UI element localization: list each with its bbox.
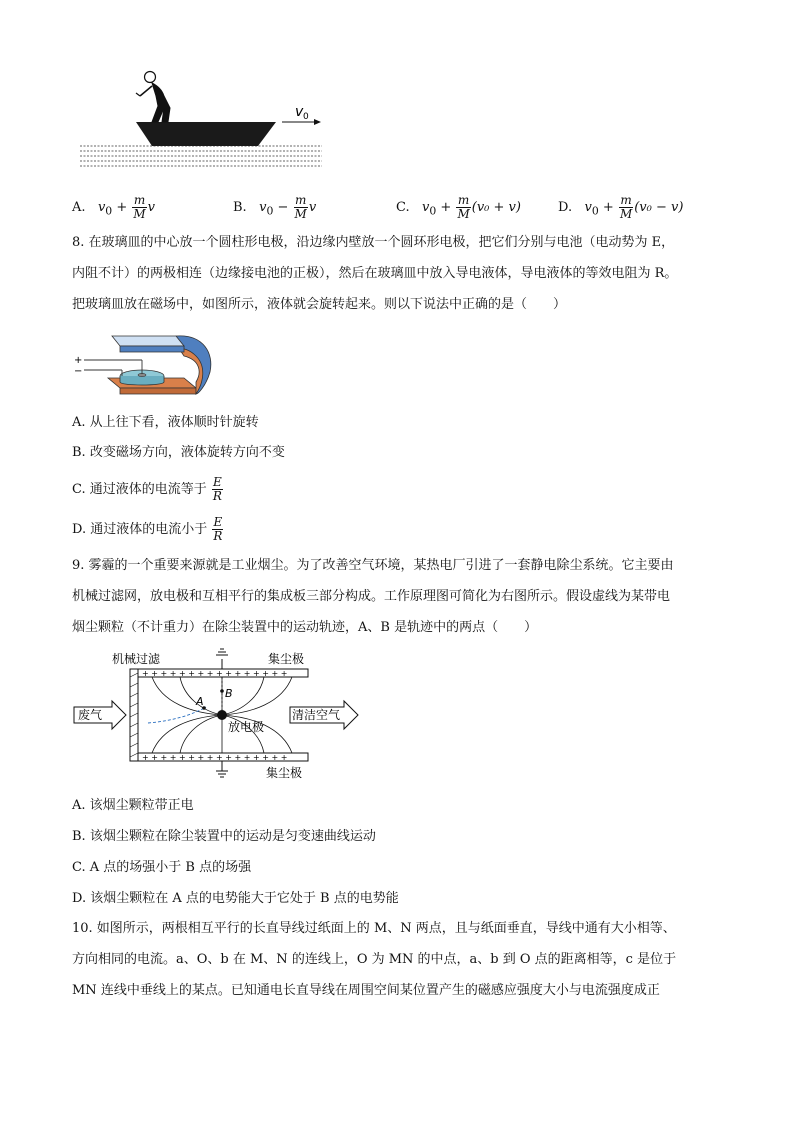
q7-option-b[interactable]: B. $v_0$ − $\frac{m}{M}$ v: [233, 193, 317, 221]
fraction: $\frac{m}{M}$: [133, 193, 146, 221]
q8-option-c[interactable]: C. 通过液体的电流等于 $\frac{E}{R}$: [72, 475, 222, 503]
q7-option-a[interactable]: A. $v_0$ + $\frac{m}{M}$ v: [72, 193, 156, 221]
svg-text:+ + + + + + + + + + + + + + +: + + + + + + + + + + + + + + + +: [142, 753, 288, 762]
boat-hull: [136, 122, 276, 146]
plus-terminal-label: +: [74, 355, 83, 366]
velocity-label: v: [295, 104, 304, 120]
precipitator-figure: [72, 647, 362, 783]
svg-text:废气: 废气: [78, 708, 103, 722]
q8-stem-line-1: 8. 在玻璃皿的中心放一个圆柱形电极，沿边缘内壁放一个圆环形电极，把它们分别与电池（电动势为 E，: [72, 235, 675, 250]
q8-stem-line-3: 把玻璃皿放在磁场中，如图所示，液体就会旋转起来。则以下说法中正确的是（ ）: [72, 297, 567, 312]
magnet-dish-figure: [72, 326, 222, 402]
q9-stem-line-2: 机械过滤网，放电极和互相平行的集成板三部分构成。工作原理图可简化为右图所示。假设虚线为某带电: [72, 589, 671, 604]
collector-bottom-label: 集尘极: [266, 766, 303, 780]
fraction: $\frac{m}{M}$: [294, 193, 307, 221]
fraction-e-over-r: $\frac{E}{R}$: [213, 515, 223, 543]
svg-text:+ + + + + + + + + + + + + + +: + + + + + + + + + + + + + + + +: [142, 669, 288, 678]
particle-trajectory: [148, 707, 206, 723]
q7-option-c[interactable]: C. $v_0$ + $\frac{m}{M}$ (v₀ + v): [396, 193, 521, 221]
q8-option-a[interactable]: A. 从上往下看，液体顺时针旋转: [72, 415, 259, 430]
q9-stem-line-1: 9. 雾霾的一个重要来源就是工业烟尘。为了改善空气环境，某热电厂引进了一套静电除尘系统。它主要由: [72, 558, 674, 573]
fraction: $\frac{m}{M}$: [619, 193, 633, 221]
minus-terminal-label: −: [74, 366, 83, 377]
q9-option-c[interactable]: C. A 点的场强小于 B 点的场强: [72, 860, 252, 875]
q9-option-b[interactable]: B. 该烟尘颗粒在除尘装置中的运动是匀变速曲线运动: [72, 829, 376, 844]
q10-stem-line-2: 方向相同的电流。a、O、b 在 M、N 的连线上，O 为 MN 的中点，a、b 到 O 点的距离相等，c 是位于: [72, 952, 677, 967]
svg-text:清洁空气: 清洁空气: [292, 708, 341, 722]
q8-option-b[interactable]: B. 改变磁场方向，液体旋转方向不变: [72, 445, 285, 460]
point-a-label: A: [196, 695, 204, 708]
discharge-label: 放电极: [228, 720, 265, 734]
q9-stem-line-3: 烟尘颗粒（不计重力）在除尘装置中的运动轨迹，A、B 是轨迹中的两点（ ）: [72, 620, 538, 635]
fraction-e-over-r: $\frac{E}{R}$: [212, 475, 222, 503]
fraction: $\frac{m}{M}$: [457, 193, 470, 221]
ground-top: [216, 649, 228, 669]
q9-option-d[interactable]: D. 该烟尘颗粒在 A 点的电势能大于它处于 B 点的电势能: [72, 891, 399, 906]
water-lines: [80, 146, 322, 166]
discharge-electrode: [217, 710, 227, 720]
boat-figure: [78, 66, 328, 176]
person: [136, 72, 170, 123]
q10-stem-line-1: 10. 如图所示，两根相互平行的长直导线过纸面上的 M、N 两点，且与纸面垂直，导线中通有大小相等、: [72, 921, 676, 936]
q9-option-a[interactable]: A. 该烟尘颗粒带正电: [72, 798, 194, 813]
ground-bottom: [216, 761, 228, 777]
collector-top-label: 集尘极: [268, 652, 305, 666]
filter-label: 机械过滤: [112, 652, 161, 666]
q7-option-d[interactable]: D. $v_0$ + $\frac{m}{M}$ (v₀ − v): [558, 193, 684, 221]
q10-stem-line-3: MN 连线中垂线上的某点。已知通电长直导线在周围空间某位置产生的磁感应强度大小与电流强度成正: [72, 983, 660, 998]
point-b-label: B: [225, 687, 233, 700]
svg-text:0: 0: [303, 112, 309, 122]
q8-option-d[interactable]: D. 通过液体的电流小于 $\frac{E}{R}$: [72, 515, 223, 543]
q8-stem-line-2: 内阻不计）的两极相连（边缘接电池的正极），然后在玻璃皿中放入导电液体，导电液体的等效电阻为 R。: [72, 266, 678, 281]
